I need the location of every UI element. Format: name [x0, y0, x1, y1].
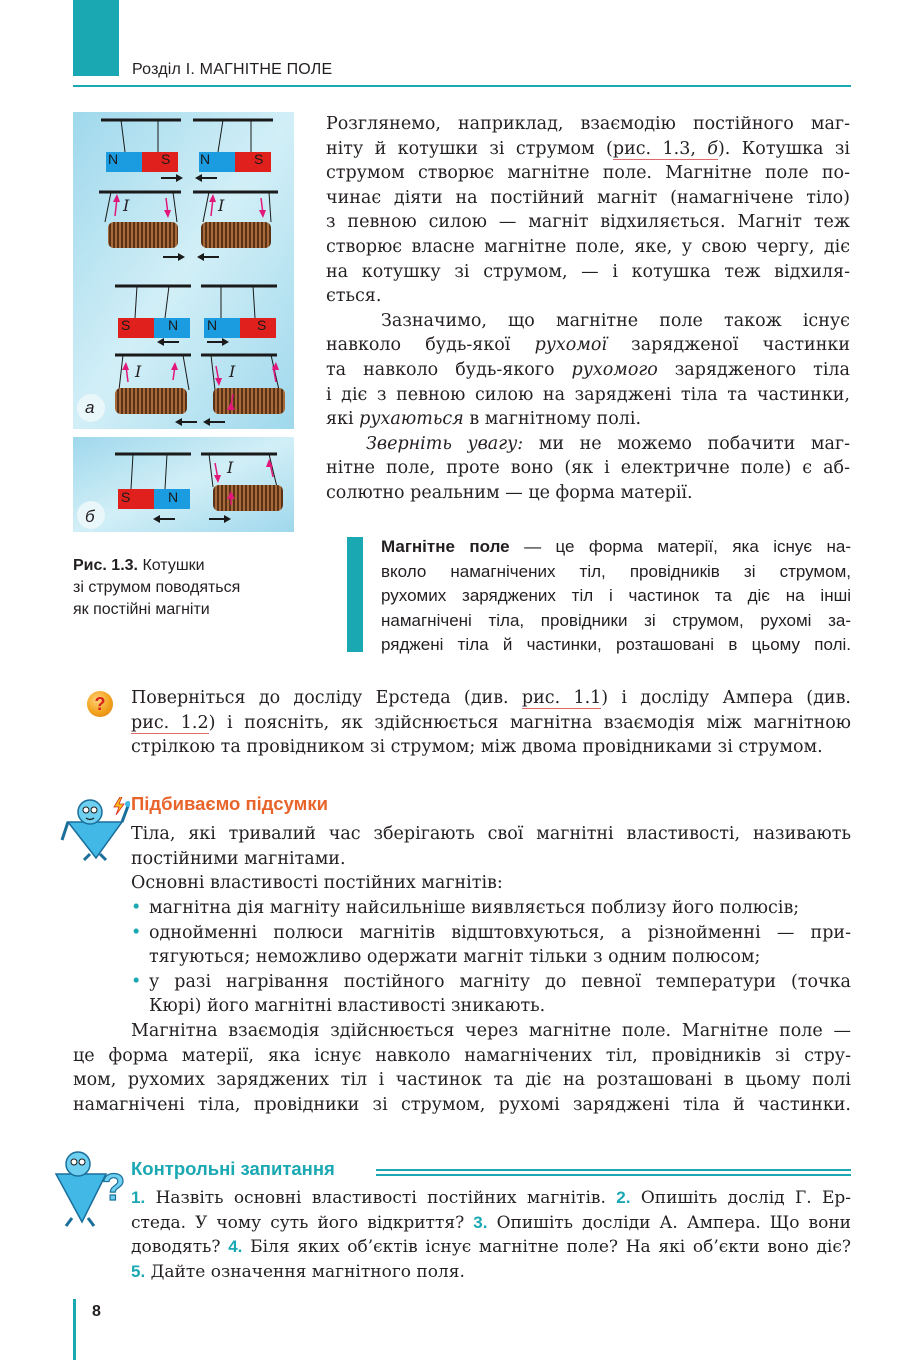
figure-panel-b: [73, 437, 294, 532]
definition-text: [381, 535, 851, 658]
text-line: нітне поле, проте воно (як і електричне поле) є аб-: [326, 458, 850, 479]
text-line: та навколо будь-якого рухомого зарядженого тіла: [326, 359, 850, 380]
text-line: чинає діяти на постійний магніт (намагнічене тіло): [326, 187, 850, 208]
text-line: Зазначимо, що магнітне поле також існує: [381, 310, 850, 331]
figure-1-3-b-illustration: [73, 437, 294, 532]
text-line: ється.: [326, 286, 382, 307]
text-line: з певною силою — магніт відхиляється. Магніт теж: [326, 212, 850, 233]
figure-label-a: а: [85, 398, 95, 417]
pole-label-n: N: [168, 489, 179, 505]
pole-label-s: S: [121, 317, 131, 333]
section-title: Розділ І. МАГНІТНЕ ПОЛЕ: [132, 61, 333, 78]
figure-reference-link[interactable]: рис. 1.1: [521, 688, 602, 708]
summary-bullet-list: [131, 896, 851, 1019]
text-line: Тіла, які тривалий час зберігають свої магнітні властивості, називають: [131, 824, 851, 844]
figure-reference-link[interactable]: рис. 1.2: [131, 712, 209, 733]
text-line: стрілкою та провідником зі струмом; між двома провідниками зі струмом.: [131, 737, 823, 758]
text-line: Кюрі) його магнітні властивості зникають.: [149, 996, 546, 1017]
pole-label-s: S: [161, 151, 171, 167]
control-title-rule: [376, 1174, 851, 1176]
figure-caption: [73, 555, 283, 621]
list-item: [131, 896, 851, 921]
text-line: Зверніть увагу: ми не можемо побачити маг-: [366, 433, 850, 454]
header-rule: [73, 85, 851, 87]
control-questions: [131, 1186, 851, 1284]
figure-reference-link[interactable]: рис. 1.3, б: [612, 138, 718, 159]
bullet-dot: •: [131, 971, 142, 992]
text-line: це форма матерії, яка існує навколо намагнічених тіл, провідників зі стру-: [73, 1045, 851, 1066]
pole-label-n: N: [168, 317, 179, 333]
caption-label: Рис. 1.3.: [73, 557, 138, 574]
list-item: [131, 921, 851, 970]
text-line: вколо намагнічених тіл, провідників зі струмом,: [381, 561, 851, 581]
text-line: у разі нагрівання постійного магніту до певної температури (точка: [149, 971, 851, 992]
pole-label-s: S: [121, 489, 131, 505]
text-line: які рухаються в магнітному полі.: [326, 409, 642, 430]
list-item: [131, 970, 851, 1019]
text-line: тягуються; неможливо одержати магніт тільки з одним полюсом;: [149, 947, 761, 968]
text-line: Магнітне поле — це форма матерії, яка існує на-: [381, 537, 851, 556]
current-label: I: [218, 196, 225, 215]
text-line: Магнітна взаємодія здійснюється через магнітне поле. Магнітне поле —: [131, 1021, 851, 1041]
bullet-dot: •: [131, 922, 142, 943]
text-line: постійними магнітами.: [131, 848, 346, 869]
current-label: I: [123, 196, 130, 215]
caption-text: зі струмом поводяться: [73, 579, 241, 596]
question-mark-glyph: ?: [94, 694, 106, 714]
pole-label-n: N: [108, 151, 119, 167]
text-line: на котушку зі струмом, — і котушка теж відхиля-: [326, 261, 850, 282]
summary-paragraph: [73, 1019, 851, 1117]
text-line: солютно реальним — це форма матерії.: [326, 482, 693, 503]
pole-label-n: N: [207, 317, 218, 333]
pole-label-s: S: [257, 317, 267, 333]
question-text: [131, 686, 851, 760]
caption-text: Котушки: [142, 557, 205, 574]
text-line: намагнічені тіла, провідники зі струмом, рухомі за-: [381, 610, 851, 630]
text-line: ніту й котушки зі струмом (рис. 1.3, б). Котушка зі: [326, 138, 850, 159]
text-line: рухомих заряджених тіл і частинок та діє на інші: [381, 586, 851, 605]
caption-text: як постійні магніти: [73, 601, 210, 618]
summary-title: Підбиваємо підсумки: [131, 793, 328, 814]
control-title: Контрольні запитання: [131, 1158, 335, 1179]
text-line: створює власне магнітне поле, яке, у свою чергу, діє: [326, 236, 850, 257]
text-line: 1. Назвіть основні властивості постійних магнітів. 2. Опишіть дослід Г. Ер-: [131, 1188, 852, 1208]
text-line: навколо будь-якої рухомої зарядженої частинки: [326, 335, 850, 356]
text-line: Поверніться до досліду Ерстеда (див. рис. 1.1) і досліду Ампера (див.: [131, 688, 851, 708]
current-label: I: [227, 458, 234, 477]
header-accent-bar: [73, 0, 119, 76]
text-line: магнітна дія магніту найсильніше виявляється поблизу його полюсів;: [149, 898, 800, 918]
text-line: Основні властивості постійних магнітів:: [131, 873, 503, 894]
text-line: однойменні полюси магнітів відштовхуються, а різнойменні — при-: [149, 922, 851, 943]
current-label: I: [229, 362, 236, 381]
summary-lightning-icon: [112, 797, 126, 815]
question-mascot-icon: [52, 1142, 126, 1228]
text-line: 5. Дайте означення магнітного поля.: [131, 1261, 465, 1282]
text-line: і діє з певною силою на заряджені тіла та частинки,: [326, 384, 850, 405]
pole-label-s: S: [254, 151, 264, 167]
footer-bar: [73, 1299, 76, 1360]
summary-text: [131, 822, 851, 896]
text-line: рис. 1.2) і поясніть, як здійснюється магнітна взаємодія між магнітною: [131, 712, 852, 733]
page-number: 8: [92, 1303, 101, 1320]
text-line: мом, рухомих заряджених тіл і частинок та діє на розташовані в цьому полі: [73, 1070, 851, 1091]
text-line: Розглянемо, наприклад, взаємодію постійного маг-: [326, 114, 850, 134]
current-label: I: [135, 362, 142, 381]
text-line: струмом створює магнітне поле. Магнітне поле по-: [326, 163, 850, 184]
pole-label-n: N: [200, 151, 211, 167]
bullet-dot: •: [131, 898, 142, 918]
intro-text: [326, 112, 850, 506]
text-line: ряджені тіла й частинки, розташовані в цьому полі.: [381, 635, 851, 654]
figure-label-b: б: [85, 507, 95, 526]
control-title-rule: [376, 1169, 851, 1171]
definition-term: Магнітне поле: [381, 537, 510, 556]
text-line: намагнічені тіла, провідники зі струмом, рухомі заряджені тіла й частинки.: [73, 1094, 851, 1115]
text-line: стеда. У чому суть його відкриття? 3. Опишіть досліди А. Ампера. Що вони: [131, 1212, 851, 1233]
definition-bar: [347, 537, 363, 652]
svg-text:?: ?: [102, 1167, 126, 1209]
text-line: доводять? 4. Біля яких об’єктів існує магнітне поле? На які об’єкти воно діє?: [131, 1237, 851, 1258]
